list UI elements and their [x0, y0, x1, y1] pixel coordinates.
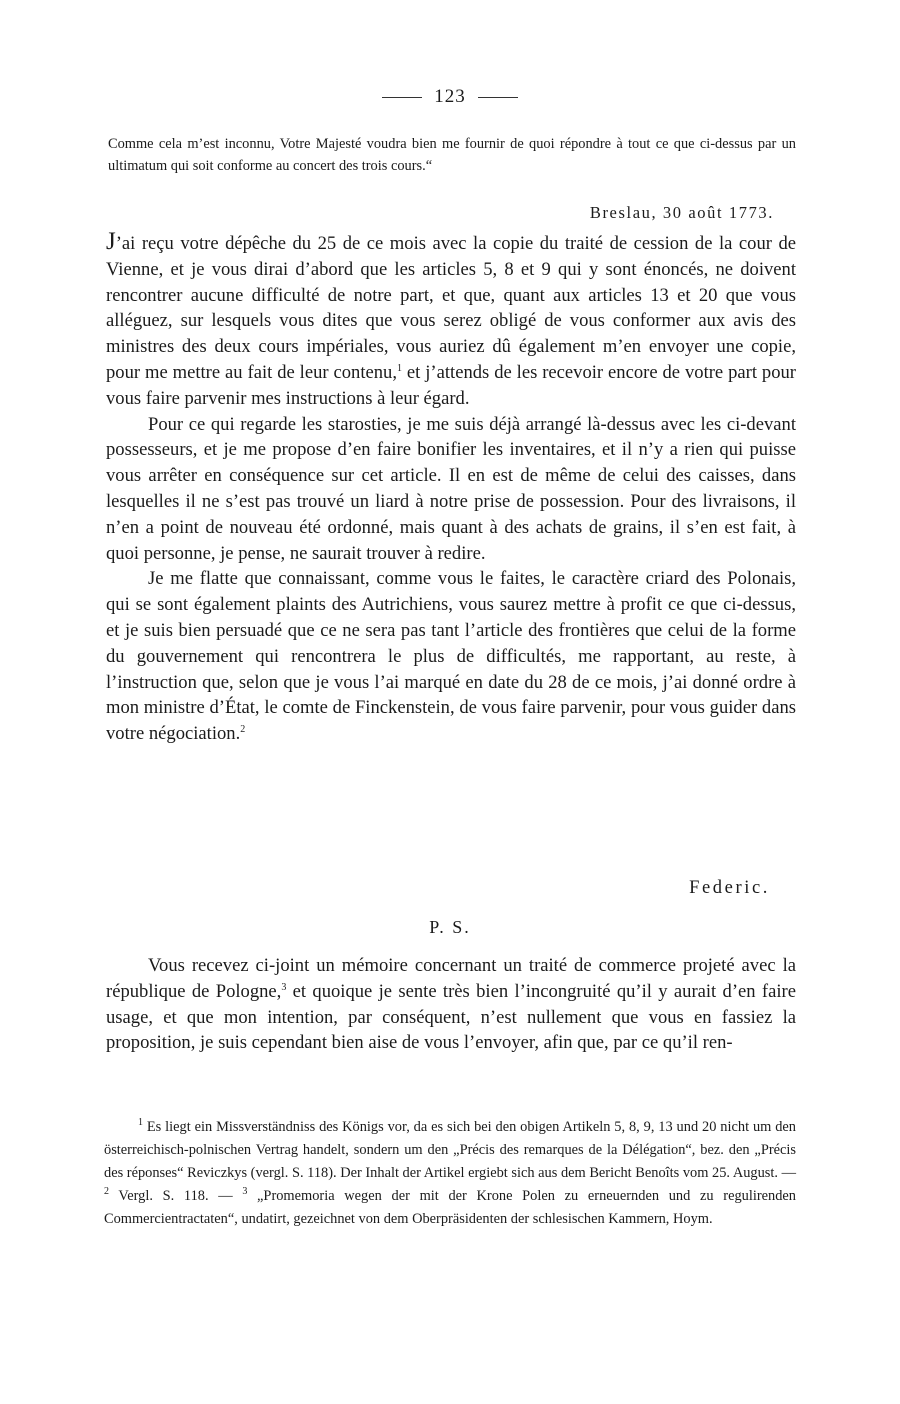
footnotes — [104, 1116, 796, 1231]
header-rule-left — [382, 97, 422, 98]
footnote-2-text: Vergl. S. 118. — — [109, 1188, 233, 1204]
postscript-text-a: Vous recevez ci-joint un mémoire concernant un traité de commerce projeté avec la république de Pologne, — [106, 955, 796, 1002]
paragraph-3-text: Je me flatte que connaissant, comme vous le faites, le caractère criard des Polonais, qui se sont également plaints des Autrichiens, vous saurez mettre à profit ce que ci-dessus, et je suis bien persuadé que ce ne sera pas tant l’article des frontières que celui de la forme du gouvernement qui rencontrera le plus de difficultés, me rapportant, au reste, à l’instruction que, selon que je vous l’ai marqué en date du 28 de ce mois, j’ai donné ordre à mon ministre d’État, le comte de Finckenstein, de vous faire parvenir, pour vous guider dans votre négociation. — [106, 568, 796, 745]
quoted-passage: Comme cela m’est inconnu, Votre Majesté voudra bien me fournir de quoi répondre à tout ce que ci-dessus par un ultimatum qui soit conforme au concert des trois cours.“ — [108, 136, 796, 174]
dateline: Breslau, 30 août 1773. — [589, 203, 774, 222]
letter-body — [106, 229, 796, 747]
header-rule-right — [478, 97, 518, 98]
footnote-block — [104, 1116, 796, 1231]
letter-paragraph-3 — [106, 566, 796, 747]
postscript-paragraph — [106, 953, 796, 1056]
footnote-2-mark: 2 — [104, 1186, 109, 1198]
letter-paragraph-2: Pour ce qui regarde les starosties, je me suis déjà arrangé là-dessus avec les ci-devant possesseurs, et je me propose d’en faire bonifier les inventaires, et il n’y a rien qui puisse vous arrêter en conséquence sur cet article. Il en est de même de celui des caisses, dans lesquelles il ne s’est pas trouvé un liard à notre prise de possession. Pour des livraisons, il n’en a point de nouveau été ordonné, mais quant à des achats de grains, il s’en est fait, à quoi personne, je pense, ne saurait trouver à redire. — [106, 413, 796, 564]
paragraph-1-text-b: et j’attends de les recevoir encore de votre part pour vous faire parvenir mes instructions à leur égard. — [106, 361, 796, 409]
paragraph-1-text-a: ’ai reçu votre dépêche du 25 de ce mois avec la copie du traité de cession de la cour de Vienne, et je vous dirai d’abord que les articles 5, 8 et 9 qui y sont énoncés, ne doivent rencontrer aucune difficulté de notre part, et que, quant aux articles 13 et 20 que vous alléguez, sur lesquels vous dites que vous serez obligé de vous conformer aux avis des ministres des deux cours impériales, vous auriez dû également m’en envoyer une copie, pour me mettre au fait de leur contenu, — [106, 233, 796, 383]
footnote-ref-2: 2 — [240, 723, 246, 735]
footnote-3-mark: 3 — [242, 1186, 248, 1198]
footnote-1-mark: 1 — [138, 1117, 143, 1129]
page-number: 123 — [434, 86, 466, 107]
postscript-heading: P. S. — [429, 917, 471, 937]
initial-letter: J — [106, 228, 116, 255]
letter-paragraph-1 — [106, 229, 796, 412]
postscript-text-b: et quoique je sente très bien l’incongruité qu’il y aurait d’en faire usage, et que mon intention, par conséquent, n’est nullement que vous en fassiez la proposition, je suis cependant bien aise de vous l’envoyer, afin que, par ce qu’il ren- — [106, 980, 796, 1054]
footnote-3-text: „Promemoria wegen der mit der Krone Polen zu erneuernden und zu regulirenden Commercientractaten“, undatirt, gezeichnet von dem Oberpräsidenten der schlesischen Kammern, Hoym. — [104, 1188, 796, 1227]
signature: Federic. — [689, 878, 770, 898]
footnote-ref-1: 1 — [397, 362, 402, 374]
footnote-1-text: Es liegt ein Missverständniss des Königs vor, da es sich bei den obigen Artikeln 5, 8, 9, 13 und 20 nicht um den österreichisch-polnischen Vertrag handelt, sondern um den „Précis des remarques de la Délégation“, bez. den „Précis des réponses“ Reviczkys (vergl. S. 118). Der Inhalt der Artikel ergiebt sich aus dem Bericht Benoîts vom 25. August. — — [104, 1119, 796, 1181]
postscript-body — [106, 953, 796, 1056]
page-header — [104, 86, 796, 108]
footnote-ref-3: 3 — [281, 981, 287, 993]
